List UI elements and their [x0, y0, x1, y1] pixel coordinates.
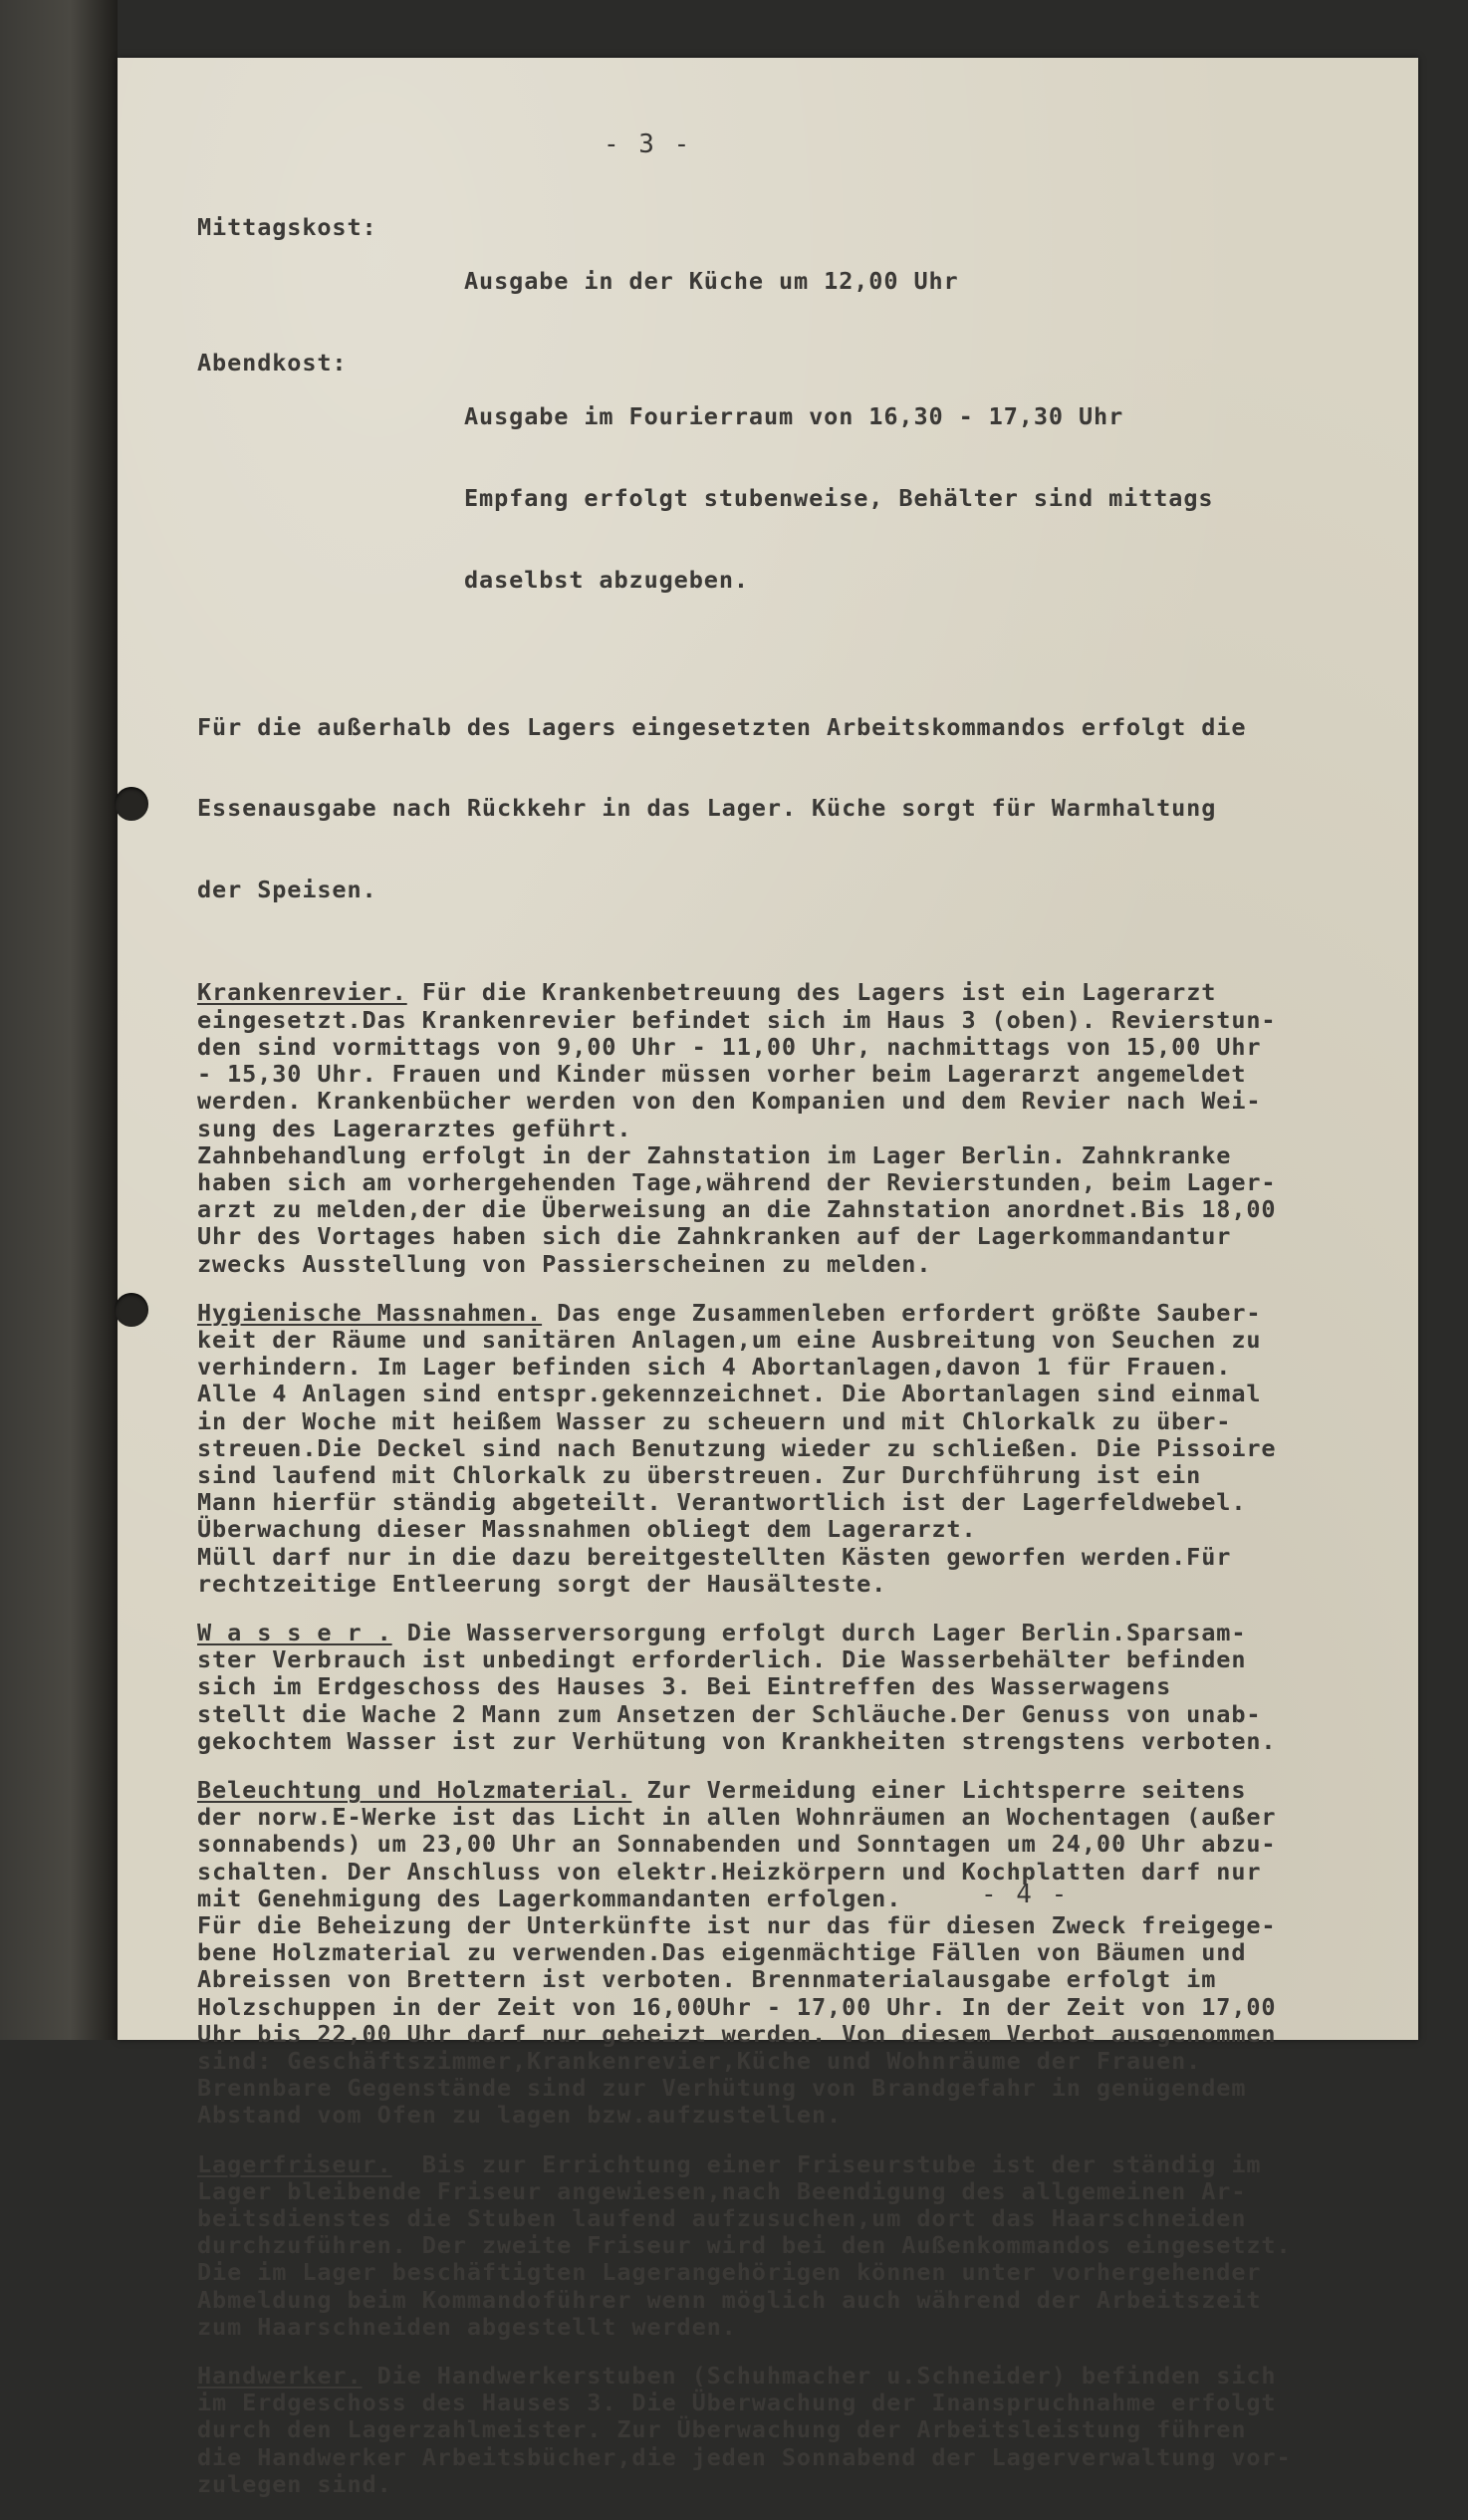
text-line: keit der Räume und sanitären Anlagen,um eine Ausbreitung von Seuchen zu [197, 1325, 1262, 1354]
text-line: zum Haarschneiden abgestellt werden. [197, 2312, 737, 2341]
section-heading: W a s s e r . [197, 1618, 392, 1646]
text-line: schalten. Der Anschluss von elektr.Heizkörpern und Kochplatten darf nur [197, 1857, 1262, 1886]
text-line: ster Verbrauch ist unbedingt erforderlich. Die Wasserbehälter befinden [197, 1645, 1247, 1674]
text-line: sich im Erdgeschoss des Hauses 3. Bei Eintreffen des Wasserwagens [197, 1672, 1172, 1701]
text-line: Alle 4 Anlagen sind entspr.gekennzeichnet. Die Abortanlagen sind einmal [197, 1380, 1262, 1408]
text-line: Überwachung dieser Massnahmen obliegt dem Lagerarzt. [197, 1515, 977, 1544]
text-line: Brennbare Gegenstände sind zur Verhütung von Brandgefahr in genügendem [197, 2074, 1247, 2103]
section-heading: Lagerfriseur. [197, 2149, 392, 2178]
text-line: Uhr bis 22,00 Uhr darf nur geheizt werden. Von diesem Verbot ausgenommen [197, 2019, 1277, 2048]
text-line: Zahnbehandlung erfolgt in der Zahnstation im Lager Berlin. Zahnkranke [197, 1140, 1232, 1169]
text-line: Für die außerhalb des Lagers eingesetzten Arbeitskommandos erfolgt die [197, 712, 1247, 741]
text-line: Essenausgabe nach Rückkehr in das Lager. Küche sorgt für Warmhaltung [197, 794, 1217, 823]
section [197, 979, 1392, 1277]
text-line: Die im Lager beschäftigten Lagerangehörigen können unter vorhergehender [197, 2258, 1262, 2287]
text-line: werden. Krankenbücher werden von den Kompanien und dem Revier nach Wei- [197, 1087, 1262, 1116]
text-line: zwecks Ausstellung von Passierscheinen zu melden. [197, 1249, 932, 1278]
page-number-bottom: - 4 - [981, 1880, 1070, 1909]
text-line: der Speisen. [197, 875, 377, 903]
section-heading: Beleuchtung und Holzmaterial. [197, 1775, 632, 1804]
section-heading: Krankenrevier. [197, 978, 407, 1007]
meal-info [464, 350, 1213, 647]
meal-line: daselbst abzugeben. [464, 565, 749, 594]
meal-line: Ausgabe im Fourierraum von 16,30 - 17,30 Uhr [464, 402, 1124, 431]
section-first-line [197, 2151, 1392, 2178]
text-line: Abreissen von Brettern ist verboten. Brennmaterialausgabe erfolgt im [197, 1965, 1217, 1994]
section [197, 1777, 1392, 2130]
meal-line: Ausgabe in der Küche um 12,00 Uhr [464, 267, 959, 296]
text-line: Für die Beheizung der Unterkünfte ist nur das für diesen Zweck freigege- [197, 1910, 1277, 1939]
text-line: streuen.Die Deckel sind nach Benutzung wieder zu schließen. Die Pissoire [197, 1433, 1277, 1462]
text-line: sind laufend mit Chlorkalk zu überstreuen. Zur Durchführung ist ein [197, 1460, 1202, 1489]
meal-info [464, 214, 959, 350]
text-line: gekochtem Wasser ist zur Verhütung von Krankheiten strengstens verboten. [197, 1726, 1277, 1755]
section-text: Für die Krankenbetreuung des Lagers ist ein Lagerarzt [406, 978, 1217, 1007]
text-line: in der Woche mit heißem Wasser zu scheuern und mit Chlorkalk zu über- [197, 1406, 1232, 1435]
section-text: Zur Vermeidung einer Lichtsperre seitens [631, 1775, 1247, 1804]
section-text: Die Handwerkerstuben (Schuhmacher u.Schneider) befinden sich [362, 2362, 1277, 2391]
section-first-line [197, 1620, 1392, 1646]
meal-row [197, 350, 1392, 647]
section [197, 2151, 1392, 2341]
text-line: der norw.E-Werke ist das Licht in allen Wohnräumen an Wochentagen (außer [197, 1803, 1277, 1832]
text-line: - 15,30 Uhr. Frauen und Kinder müssen vorher beim Lagerarzt angemeldet [197, 1060, 1247, 1089]
section-first-line [197, 1300, 1392, 1327]
text-line: Holzschuppen in der Zeit von 16,00Uhr - 17,00 Uhr. In der Zeit von 17,00 [197, 1992, 1277, 2021]
text-line: rechtzeitige Entleerung sorgt der Hausälteste. [197, 1569, 887, 1598]
punch-hole-bottom [115, 1293, 148, 1327]
section-text: Das enge Zusammenleben erfordert größte Sauber- [542, 1298, 1262, 1327]
text-line: eingesetzt.Das Krankenrevier befindet sich im Haus 3 (oben). Revierstun- [197, 1005, 1277, 1034]
section-heading: Handwerker. [197, 2362, 363, 2391]
text-line: zulegen sind. [197, 2469, 392, 2498]
text-line: den sind vormittags von 9,00 Uhr - 11,00 Uhr, nachmittags von 15,00 Uhr [197, 1032, 1262, 1061]
page-number-top: - 3 - [604, 129, 692, 159]
text-line: sind: Geschäftszimmer,Krankenrevier,Küche und Wohnräume der Frauen. [197, 2047, 1202, 2075]
document-body [197, 214, 1392, 2520]
text-line: die Handwerker Arbeitsbücher,die jeden Sonnabend der Lagerverwaltung vor- [197, 2442, 1292, 2471]
text-line: mit Genehmigung des Lagerkommandanten erfolgen. [197, 1884, 902, 1912]
sections [197, 979, 1392, 2498]
text-line: stellt die Wache 2 Mann zum Ansetzen der Schläuche.Der Genuss von unab- [197, 1699, 1262, 1728]
meal-label: Abendkost: [197, 349, 348, 378]
text-line: bene Holzmaterial zu verwenden.Das eigenmächtige Fällen von Bäumen und [197, 1938, 1247, 1967]
section-text: Bis zur Errichtung einer Friseurstube ist der ständig im [391, 2149, 1262, 2178]
meal-line: Empfang erfolgt stubenweise, Behälter sind mittags [464, 484, 1214, 513]
text-line: verhindern. Im Lager befinden sich 4 Abortanlagen,davon 1 für Frauen. [197, 1353, 1232, 1382]
punch-hole-top [115, 787, 148, 821]
text-line: sung des Lagerarztes geführt. [197, 1114, 632, 1142]
text-line: beitsdienstes die Stuben laufend aufzusuchen,um dort das Haarschneiden [197, 2204, 1247, 2233]
text-line: im Erdgeschoss des Hauses 3. Die Überwachung der Inanspruchnahme erfolgt [197, 2389, 1277, 2417]
text-line: haben sich am vorhergehenden Tage,während der Revierstunden, beim Lager- [197, 1167, 1277, 1196]
section-first-line [197, 1777, 1392, 1804]
text-line: Abstand vom Ofen zu lagen bzw.aufzustellen. [197, 2101, 843, 2130]
text-line: arzt zu melden,der die Überweisung an die Zahnstation anordnet.Bis 18,00 [197, 1195, 1277, 1224]
text-line: Abmeldung beim Kommandoführer wenn möglich auch während der Arbeitszeit [197, 2285, 1262, 2314]
text-line: Uhr des Vortages haben sich die Zahnkranken auf der Lagerkommandantur [197, 1222, 1232, 1251]
binder-backing [0, 0, 118, 2040]
text-line: Müll darf nur in die dazu bereitgestellten Kästen geworfen werden.Für [197, 1542, 1232, 1571]
text-line: Mann hierfür ständig abgeteilt. Verantwortlich ist der Lagerfeldwebel. [197, 1488, 1247, 1517]
text-line: sonnabends) um 23,00 Uhr an Sonnabenden und Sonntagen um 24,00 Uhr abzu- [197, 1830, 1277, 1859]
section [197, 1620, 1392, 1755]
meal-schedule [197, 214, 1392, 647]
section [197, 1300, 1392, 1598]
section-first-line [197, 2363, 1392, 2390]
section [197, 2363, 1392, 2498]
section-first-line [197, 979, 1392, 1006]
meal-row [197, 214, 1392, 350]
section-text: Die Wasserversorgung erfolgt durch Lager Berlin.Sparsam- [391, 1618, 1247, 1646]
intro-paragraph [197, 659, 1392, 957]
meal-label: Mittagskost: [197, 213, 377, 241]
text-line: Lager bleibende Friseur angewiesen,nach Beendigung des allgemeinen Ar- [197, 2176, 1247, 2205]
section-heading: Hygienische Massnahmen. [197, 1298, 543, 1327]
text-line: durchzuführen. Der zweite Friseur wird bei den Außenkommandos eingesetzt. [197, 2231, 1292, 2260]
text-line: durch den Lagerzahlmeister. Zur Überwachung der Arbeitsleistung führen [197, 2415, 1247, 2444]
